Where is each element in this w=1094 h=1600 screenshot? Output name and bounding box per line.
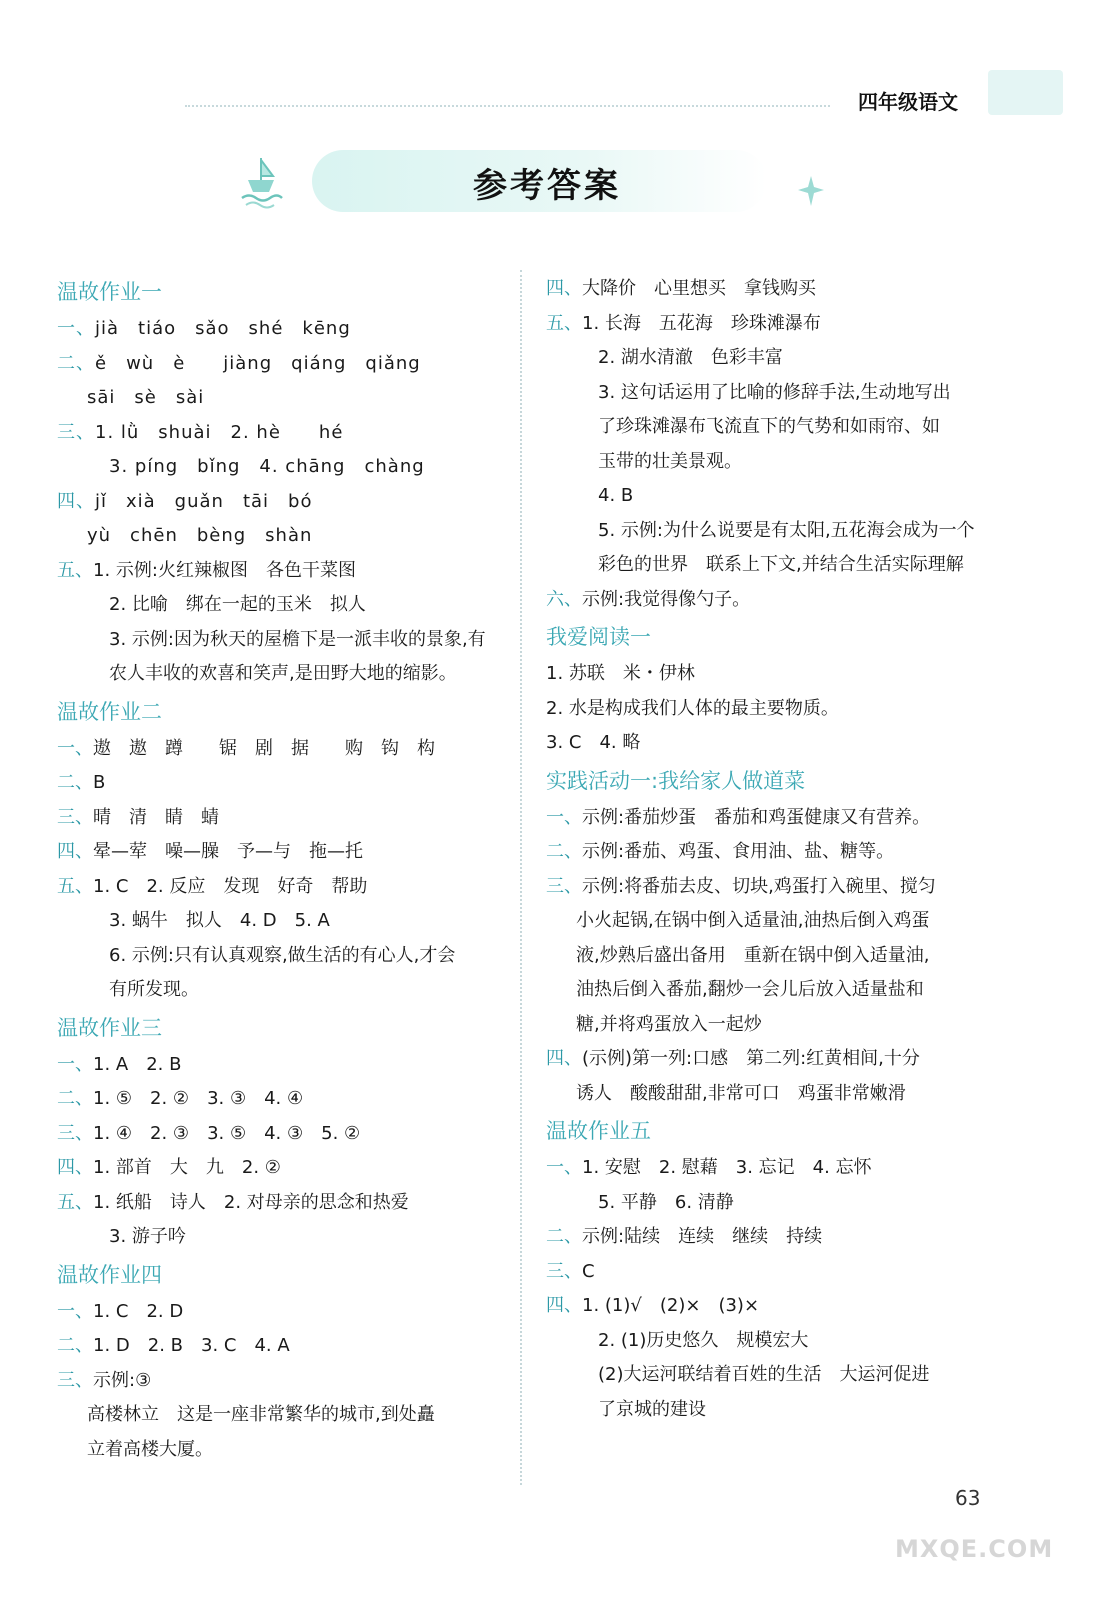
answer-text: 4. B: [598, 485, 634, 506]
answer-line: [546, 801, 1026, 836]
section-heading: 温故作业二: [57, 699, 162, 724]
answer-text: 3. píng bǐng 4. chāng chàng: [109, 456, 425, 477]
question-marker: 四、: [57, 841, 93, 862]
answer-line: [57, 1433, 537, 1468]
question-marker: 三、: [57, 421, 95, 443]
answer-text: 1. 部首 大 九 2. ②: [93, 1157, 281, 1178]
question-marker: 二、: [57, 1335, 93, 1356]
answer-line: [546, 1008, 1026, 1043]
answer-text: 3. 示例:因为秋天的屋檐下是一派丰收的景象,有: [109, 628, 486, 650]
question-marker: 二、: [546, 841, 582, 862]
question-marker: 一、: [546, 1157, 582, 1178]
subject-badge: 四年级语文: [858, 90, 958, 114]
answer-line: [546, 1042, 1026, 1077]
question-marker: 二、: [57, 1088, 93, 1109]
answer-text: 了珍珠滩瀑布飞流直下的气势和如雨帘、如: [598, 416, 940, 437]
answer-line: [57, 1151, 537, 1186]
section-heading: 温故作业四: [57, 1262, 162, 1287]
question-marker: 三、: [546, 1260, 582, 1282]
answer-text: 1. 苏联 米・伊林: [546, 663, 695, 684]
question-marker: 一、: [57, 737, 93, 759]
answer-line: [546, 1186, 1026, 1221]
answer-text: 小火起锅,在锅中倒入适量油,油热后倒入鸡蛋: [576, 910, 930, 931]
answer-text: 2. 湖水清澈 色彩丰富: [598, 347, 783, 368]
answer-line: [57, 1117, 537, 1152]
answer-line: [57, 904, 537, 939]
answer-line: [57, 623, 537, 658]
page-title: 参考答案: [473, 166, 621, 206]
answer-line: [57, 312, 537, 347]
answer-line: [57, 1048, 537, 1083]
answer-line: [57, 588, 537, 623]
answer-text: ě wù è jiàng qiáng qiǎng: [95, 352, 421, 374]
right-answer-column: [546, 272, 1026, 1427]
left-answer-column: [57, 272, 537, 1467]
answer-text: C: [582, 1260, 595, 1282]
answer-text: 玉带的壮美景观。: [598, 450, 742, 472]
question-marker: 二、: [57, 352, 95, 374]
question-marker: 四、: [546, 278, 582, 299]
answer-text: 立着高楼大厦。: [87, 1438, 213, 1460]
answer-text: 示例:将番茄去皮、切块,鸡蛋打入碗里、搅匀: [582, 875, 936, 897]
answer-line: [546, 410, 1026, 445]
answer-text: 大降价 心里想买 拿钱购买: [582, 278, 816, 299]
answer-line: [57, 835, 537, 870]
answer-text: jǐ xià guǎn tāi bó: [95, 490, 313, 512]
question-marker: 四、: [546, 1295, 582, 1316]
answer-line: [57, 732, 537, 767]
answer-text: 1. 示例:火红辣椒图 各色干菜图: [93, 559, 356, 581]
answer-line: [57, 766, 537, 801]
answer-text: 油热后倒入番茄,翻炒一会儿后放入适量盐和: [576, 979, 924, 1000]
answer-line: [546, 479, 1026, 514]
answer-line: [546, 376, 1026, 411]
answer-line: [57, 381, 537, 416]
question-marker: 一、: [57, 1300, 93, 1322]
answer-line: [546, 341, 1026, 376]
answer-line: [57, 973, 537, 1008]
answer-line: [57, 801, 537, 836]
answer-line: [546, 870, 1026, 905]
answer-text: 诱人 酸酸甜甜,非常可口 鸡蛋非常嫩滑: [576, 1082, 906, 1104]
answer-text: 示例:我觉得像勺子。: [582, 588, 751, 610]
answer-line: [546, 272, 1026, 307]
section-heading: 实践活动一:我给家人做道菜: [546, 768, 806, 793]
answer-line: [57, 1295, 537, 1330]
answer-text: 5. 示例:为什么说要是有太阳,五花海会成为一个: [598, 519, 975, 541]
answer-line: [546, 514, 1026, 549]
question-marker: 五、: [57, 559, 93, 581]
answer-line: [546, 1151, 1026, 1186]
answer-line: [546, 1077, 1026, 1112]
answer-text: 晴 清 睛 蜻: [93, 806, 219, 828]
question-marker: 三、: [57, 1122, 93, 1144]
answer-text: 1. D 2. B 3. C 4. A: [93, 1335, 290, 1356]
answer-line: [546, 904, 1026, 939]
answer-line: [57, 1220, 537, 1255]
question-marker: 五、: [546, 312, 582, 334]
answer-text: 6. 示例:只有认真观察,做生活的有心人,才会: [109, 944, 456, 966]
answer-line: [546, 939, 1026, 974]
answer-text: 1. (1)√ (2)× (3)×: [582, 1295, 760, 1316]
answer-text: 遨 遨 蹲 锯 剧 据 购 钩 构: [93, 737, 435, 759]
answer-line: [57, 657, 537, 692]
watermark: MXQE.COM: [895, 1535, 1054, 1563]
answer-text: 示例:③: [93, 1369, 152, 1391]
answer-text: 3. 蜗牛 拟人 4. D 5. A: [109, 910, 330, 931]
question-marker: 三、: [57, 1369, 93, 1391]
answer-line: [546, 726, 1026, 761]
answer-text: 1. ⑤ 2. ② 3. ③ 4. ④: [93, 1088, 304, 1109]
answer-text: 1. 长海 五花海 珍珠滩瀑布: [582, 312, 821, 334]
question-marker: 五、: [57, 875, 93, 897]
answer-text: 高楼林立 这是一座非常繁华的城市,到处矗: [87, 1404, 435, 1425]
answer-text: 有所发现。: [109, 979, 199, 1000]
answer-line: [57, 870, 537, 905]
answer-text: 糖,并将鸡蛋放入一起炒: [576, 1013, 762, 1035]
answer-text: 1. lǜ shuài 2. hè hé: [95, 421, 344, 443]
answer-line: [57, 450, 537, 485]
answer-text: 液,炒熟后盛出备用 重新在锅中倒入适量油,: [576, 944, 930, 966]
section-heading: 我爱阅读一: [546, 625, 651, 649]
answer-line: [57, 1082, 537, 1117]
answer-text: 2. 比喻 绑在一起的玉米 拟人: [109, 594, 366, 615]
section-heading: 温故作业五: [546, 1119, 651, 1143]
question-marker: 三、: [57, 806, 93, 828]
answer-text: 3. 游子吟: [109, 1226, 186, 1247]
section-heading: 温故作业三: [57, 1015, 162, 1040]
answer-text: 3. C 4. 略: [546, 732, 641, 753]
answer-line: [546, 1393, 1026, 1428]
answer-text: (2)大运河联结着百姓的生活 大运河促进: [598, 1364, 930, 1385]
answer-text: 1. 纸船 诗人 2. 对母亲的思念和热爱: [93, 1191, 409, 1213]
answer-line: [546, 692, 1026, 727]
answer-line: [546, 657, 1026, 692]
answer-line: [546, 445, 1026, 480]
answer-line: [546, 835, 1026, 870]
question-marker: 三、: [546, 875, 582, 897]
question-marker: 二、: [57, 772, 93, 793]
answer-line: [57, 1186, 537, 1221]
answer-line: [57, 347, 537, 382]
answer-text: 1. C 2. D: [93, 1300, 184, 1322]
answer-text: 农人丰收的欢喜和笑声,是田野大地的缩影。: [109, 663, 457, 684]
answer-text: 1. C 2. 反应 发现 好奇 帮助: [93, 875, 368, 897]
question-marker: 二、: [546, 1226, 582, 1247]
answer-text: 示例:陆续 连续 继续 持续: [582, 1226, 823, 1247]
answer-text: (示例)第一列:口感 第二列:红黄相间,十分: [582, 1048, 920, 1069]
answer-text: 1. ④ 2. ③ 3. ⑤ 4. ③ 5. ②: [93, 1122, 361, 1144]
answer-text: 了京城的建设: [598, 1398, 706, 1420]
answer-line: [546, 1358, 1026, 1393]
section-heading: 温故作业一: [57, 280, 162, 304]
answer-line: [57, 1329, 537, 1364]
question-marker: 一、: [57, 1053, 93, 1075]
answer-line: [57, 519, 537, 554]
question-marker: 四、: [546, 1048, 582, 1069]
answer-text: jià tiáo sǎo shé kēng: [95, 318, 351, 339]
question-marker: 一、: [57, 318, 95, 339]
answer-text: 3. 这句话运用了比喻的修辞手法,生动地写出: [598, 381, 951, 403]
answer-line: [57, 1364, 537, 1399]
question-marker: 五、: [57, 1191, 93, 1213]
answer-text: 2. (1)历史悠久 规模宏大: [598, 1329, 809, 1351]
answer-line: [546, 1255, 1026, 1290]
question-marker: 一、: [546, 806, 582, 828]
answer-text: 1. A 2. B: [93, 1053, 182, 1075]
answer-line: [546, 973, 1026, 1008]
answer-text: B: [93, 772, 106, 793]
question-marker: 四、: [57, 1157, 93, 1178]
question-marker: 四、: [57, 490, 95, 512]
answer-text: 5. 平静 6. 清静: [598, 1191, 734, 1213]
answer-text: sāi sè sài: [87, 387, 205, 408]
answer-line: [546, 583, 1026, 618]
answer-line: [57, 1398, 537, 1433]
answer-line: [57, 939, 537, 974]
header-tab-decoration: [988, 70, 1063, 115]
answer-text: 1. 安慰 2. 慰藉 3. 忘记 4. 忘怀: [582, 1157, 872, 1178]
answer-text: 示例:番茄、鸡蛋、食用油、盐、糖等。: [582, 841, 895, 862]
answer-text: 2. 水是构成我们人体的最主要物质。: [546, 697, 839, 719]
answer-line: [546, 548, 1026, 583]
answer-line: [57, 554, 537, 589]
answer-line: [57, 485, 537, 520]
answer-line: [546, 1324, 1026, 1359]
answer-text: yù chēn bèng shàn: [87, 525, 313, 546]
page-number: 63: [955, 1486, 981, 1510]
answer-line: [546, 1289, 1026, 1324]
answer-text: 彩色的世界 联系上下文,并结合生活实际理解: [598, 554, 964, 575]
answer-line: [546, 1220, 1026, 1255]
answer-text: 晕—荤 噪—臊 予—与 拖—托: [93, 841, 363, 862]
question-marker: 六、: [546, 588, 582, 610]
header-divider: [185, 105, 830, 107]
answer-line: [57, 416, 537, 451]
answer-text: 示例:番茄炒蛋 番茄和鸡蛋健康又有营养。: [582, 806, 931, 828]
answer-line: [546, 307, 1026, 342]
